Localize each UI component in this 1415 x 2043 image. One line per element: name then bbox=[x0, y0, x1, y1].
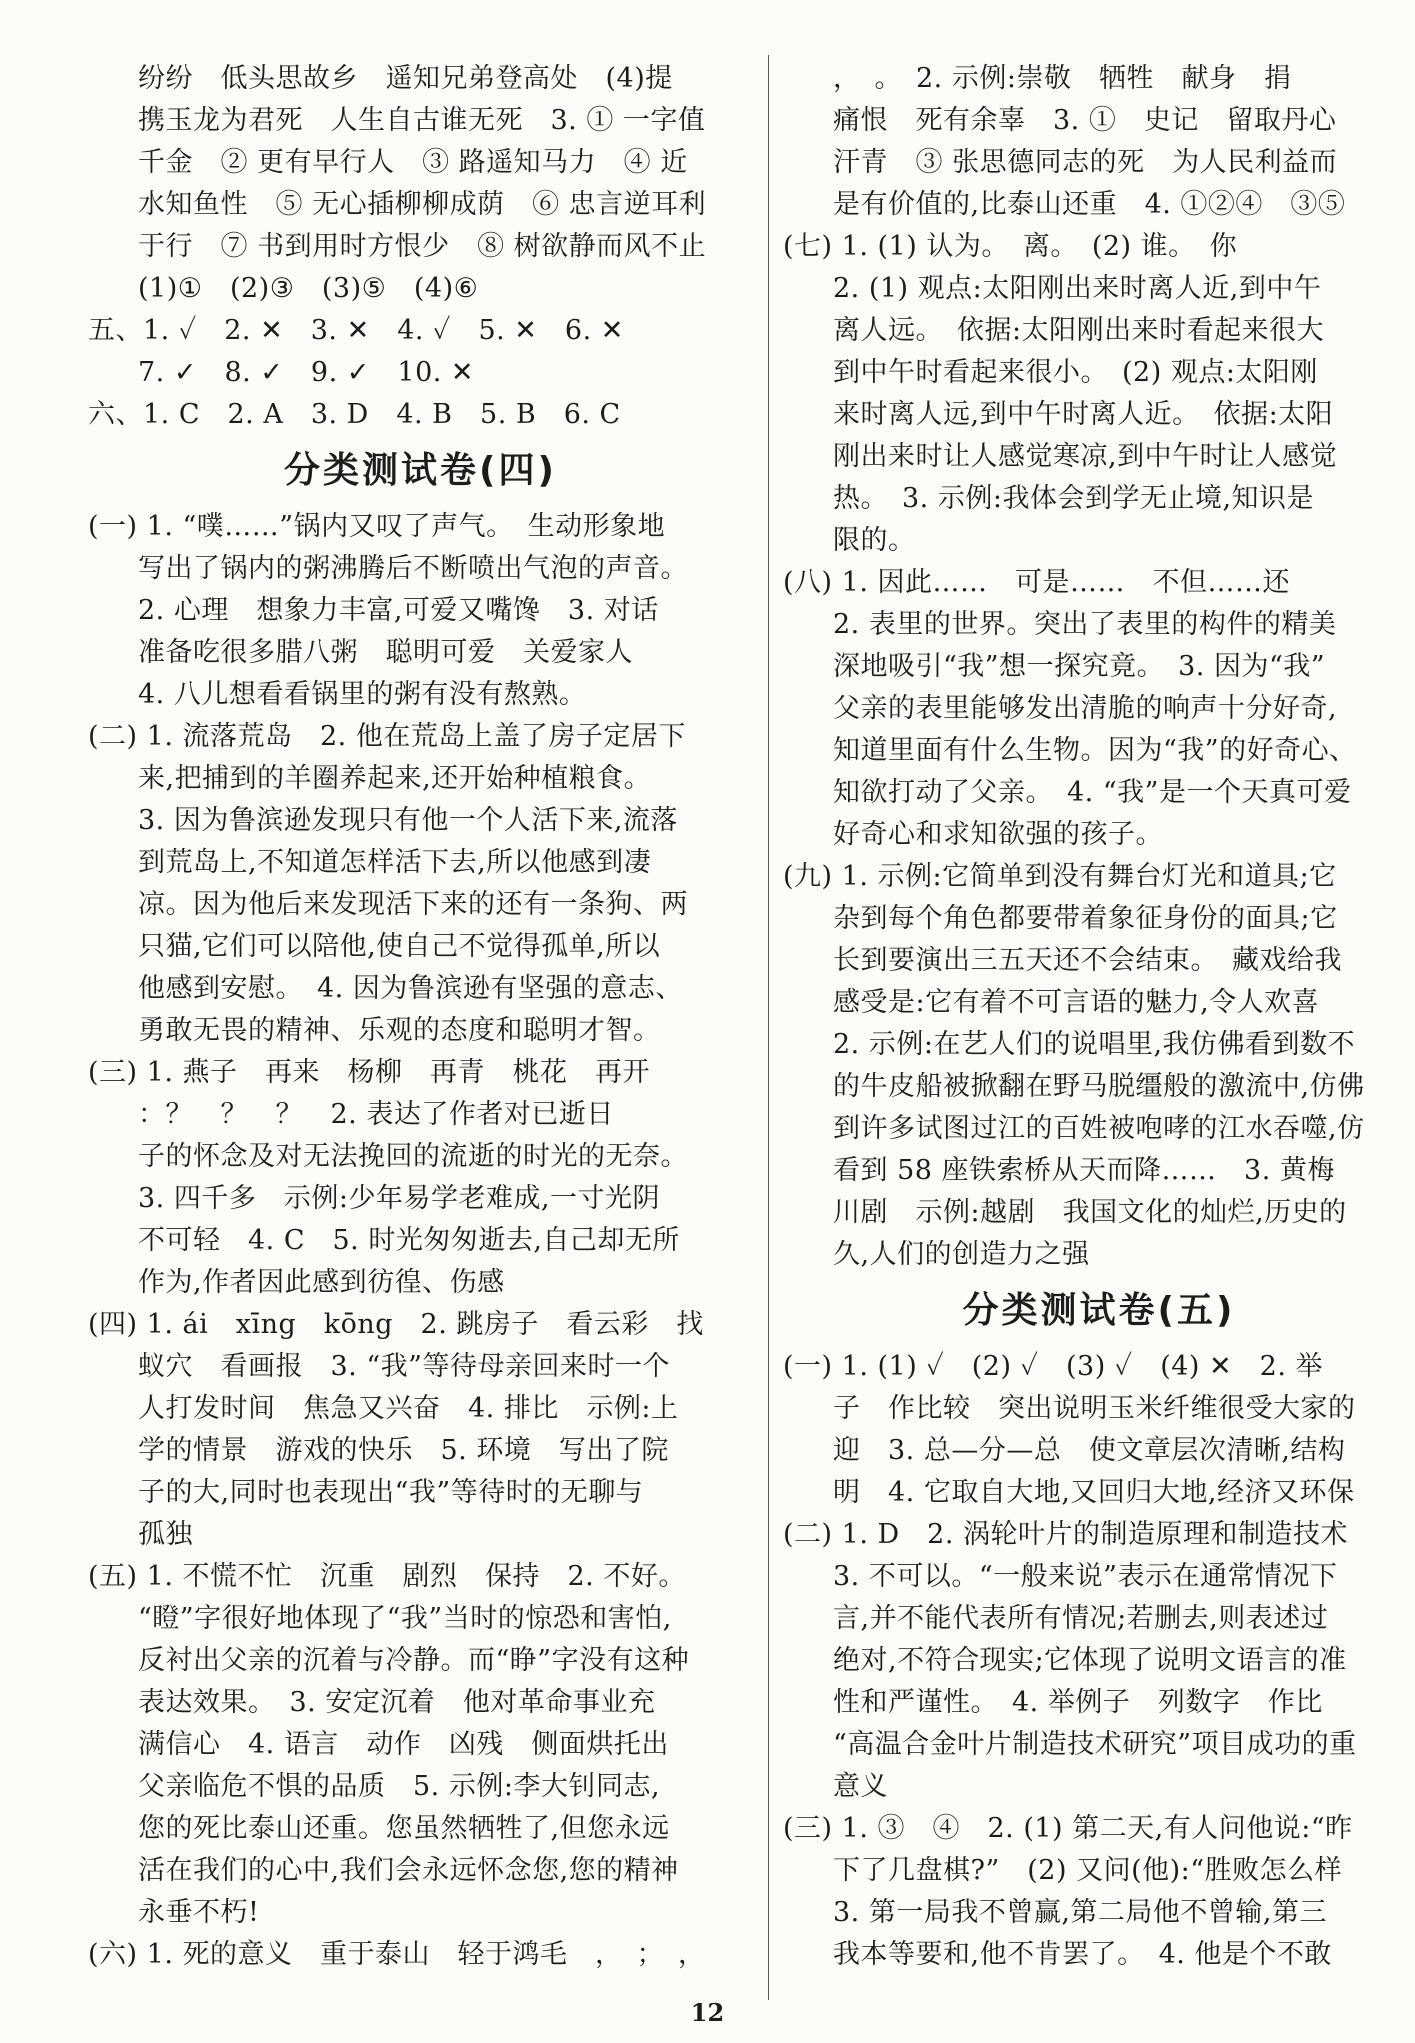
text-line: 3. 不可以。“一般来说”表示在通常情况下 bbox=[833, 1561, 1338, 1592]
text-line: 子的怀念及对无法挽回的流逝的时光的无奈。 bbox=[138, 1141, 688, 1172]
text-line: (七) 1. (1) 认为。 离。 (2) 谁。 你 bbox=[783, 231, 1238, 262]
text-line: 准备吃很多腊八粥 聪明可爱 关爱家人 bbox=[138, 637, 633, 668]
text-line: 明 4. 它取自大地,又回归大地,经济又环保 bbox=[833, 1477, 1355, 1508]
page-number: 12 bbox=[690, 1998, 725, 2027]
text-line: 言,并不能代表所有情况;若删去,则表述过 bbox=[833, 1603, 1329, 1634]
text-line: 限的。 bbox=[833, 525, 916, 556]
left-answers-top bbox=[88, 58, 753, 436]
text-line: 千金 ② 更有早行人 ③ 路遥知马力 ④ 近 bbox=[138, 147, 688, 178]
text-line: 子的大,同时也表现出“我”等待时的无聊与 bbox=[138, 1477, 644, 1508]
text-line: 来时离人远,到中午时离人近。 依据:太阳 bbox=[833, 399, 1334, 430]
text-line: 2. 心理 想象力丰富,可爱又嘴馋 3. 对话 bbox=[138, 595, 659, 626]
text-line: 刚出来时让人感觉寒凉,到中午时让人感觉 bbox=[833, 441, 1338, 472]
section-heading-5: 分类测试卷(五) bbox=[962, 1290, 1236, 1331]
text-line: 看到 58 座铁索桥从天而降…… 3. 黄梅 bbox=[833, 1155, 1335, 1186]
text-line: 好奇心和求知欲强的孩子。 bbox=[833, 819, 1163, 850]
left-column bbox=[88, 58, 753, 1976]
text-line: 意义 bbox=[833, 1771, 888, 1802]
text-line: 是有价值的,比泰山还重 4. ①②④ ③⑤ bbox=[833, 189, 1346, 220]
text-line: (三) 1. 燕子 再来 杨柳 再青 桃花 再开 bbox=[88, 1057, 650, 1088]
text-line: 写出了锅内的粥沸腾后不断喷出气泡的声音。 bbox=[138, 553, 688, 584]
text-line: 不可轻 4. C 5. 时光匆匆逝去,自己却无所 bbox=[138, 1225, 680, 1256]
text-line: 凉。因为他后来发现活下来的还有一条狗、两 bbox=[138, 889, 688, 920]
text-line: 深地吸引“我”想一探究竟。 3. 因为“我” bbox=[833, 651, 1326, 682]
text-line: 离人远。 依据:太阳刚出来时看起来很大 bbox=[833, 315, 1325, 346]
text-line: 7. ✓ 8. ✓ 9. ✓ 10. ✕ bbox=[138, 357, 475, 388]
text-line: (一) 1. (1) ✓ (2) ✓ (3) ✓ (4) ✕ 2. 举 bbox=[783, 1351, 1324, 1382]
text-line: (二) 1. D 2. 涡轮叶片的制造原理和制造技术 bbox=[783, 1519, 1348, 1550]
right-answers-top bbox=[783, 58, 1415, 1276]
text-line: 长到要演出三五天还不会结束。 藏戏给我 bbox=[833, 945, 1342, 976]
text-line: 父亲的表里能够发出清脆的响声十分好奇, bbox=[833, 693, 1338, 724]
text-line: 2. 表里的世界。突出了表里的构件的精美 bbox=[833, 609, 1337, 640]
text-line: 他感到安慰。 4. 因为鲁滨逊有坚强的意志、 bbox=[138, 973, 683, 1004]
text-line: 永垂不朽! bbox=[138, 1897, 260, 1928]
right-answers-bottom bbox=[783, 1346, 1415, 1976]
text-line: 2. (1) 观点:太阳刚出来时离人近,到中午 bbox=[833, 273, 1322, 304]
text-line: 我本等要和,他不肯罢了。 4. 他是个不敢 bbox=[833, 1939, 1332, 1970]
text-line: 川剧 示例:越剧 我国文化的灿烂,历史的 bbox=[833, 1197, 1347, 1228]
text-line: 五、1. ✓ 2. ✕ 3. ✕ 4. ✓ 5. ✕ 6. ✕ bbox=[88, 315, 624, 346]
text-line: 3. 第一局我不曾赢,第二局他不曾输,第三 bbox=[833, 1897, 1328, 1928]
text-line: 作为,作者因此感到彷徨、伤感 bbox=[138, 1267, 505, 1298]
text-line: 到许多试图过江的百姓被咆哮的江水吞噬,仿 bbox=[833, 1113, 1365, 1144]
text-line: (六) 1. 死的意义 重于泰山 轻于鸿毛 ， ； ， bbox=[88, 1939, 706, 1970]
text-line: 纷纷 低头思故乡 遥知兄弟登高处 (4)提 bbox=[138, 63, 673, 94]
text-line: 痛恨 死有余辜 3. ① 史记 留取丹心 bbox=[833, 105, 1337, 136]
text-line: 迎 3. 总—分—总 使文章层次清晰,结构 bbox=[833, 1435, 1346, 1466]
text-line: 到荒岛上,不知道怎样活下去,所以他感到凄 bbox=[138, 847, 652, 878]
text-line: 子 作比较 突出说明玉米纤维很受大家的 bbox=[833, 1393, 1356, 1424]
text-line: (三) 1. ③ ④ 2. (1) 第二天,有人问他说:“昨 bbox=[783, 1813, 1353, 1844]
text-line: 来,把捕到的羊圈养起来,还开始种植粮食。 bbox=[138, 763, 652, 794]
text-line: 热。 3. 示例:我体会到学无止境,知识是 bbox=[833, 483, 1315, 514]
text-line: 学的情景 游戏的快乐 5. 环境 写出了院 bbox=[138, 1435, 669, 1466]
text-line: 携玉龙为君死 人生自古谁无死 3. ① 一字值 bbox=[138, 105, 706, 136]
left-answers-bottom bbox=[88, 506, 753, 1976]
text-line: (1)① (2)③ (3)⑤ (4)⑥ bbox=[138, 273, 479, 304]
text-line: (二) 1. 流落荒岛 2. 他在荒岛上盖了房子定居下 bbox=[88, 721, 686, 752]
text-line: 3. 因为鲁滨逊发现只有他一个人活下来,流落 bbox=[138, 805, 678, 836]
text-line: 父亲临危不惧的品质 5. 示例:李大钊同志, bbox=[138, 1771, 661, 1802]
text-line: 蚁穴 看画报 3. “我”等待母亲回来时一个 bbox=[138, 1351, 670, 1382]
text-line: “瞪”字很好地体现了“我”当时的惊恐和害怕, bbox=[138, 1603, 672, 1634]
section-heading-4: 分类测试卷(四) bbox=[284, 450, 557, 491]
text-line: 3. 四千多 示例:少年易学老难成,一寸光阴 bbox=[138, 1183, 661, 1214]
text-line: 到中午时看起来很小。 (2) 观点:太阳刚 bbox=[833, 357, 1318, 388]
text-line: (八) 1. 因此…… 可是…… 不但……还 bbox=[783, 567, 1290, 598]
text-line: 六、1. C 2. A 3. D 4. B 5. B 6. C bbox=[88, 399, 621, 430]
text-line: 感受是:它有着不可言语的魅力,令人欢喜 bbox=[833, 987, 1320, 1018]
text-line: 表达效果。 3. 安定沉着 他对革命事业充 bbox=[138, 1687, 656, 1718]
text-line: 知欲打动了父亲。 4. “我”是一个天真可爱 bbox=[833, 777, 1352, 808]
text-line: (四) 1. ái xīng kōng 2. 跳房子 看云彩 找 bbox=[88, 1309, 704, 1340]
right-column bbox=[783, 58, 1415, 1976]
text-line: “高温合金叶片制造技术研究”项目成功的重 bbox=[833, 1729, 1357, 1760]
text-line: 久,人们的创造力之强 bbox=[833, 1239, 1090, 1270]
text-line: 孤独 bbox=[138, 1519, 193, 1550]
text-line: ：？ ？ ？ 2. 表达了作者对已逝日 bbox=[138, 1099, 614, 1130]
text-line: ， 。 2. 示例:崇敬 牺牲 献身 捐 bbox=[833, 63, 1292, 94]
text-line: 知道里面有什么生物。因为“我”的好奇心、 bbox=[833, 735, 1357, 766]
text-line: 杂到每个角色都要带着象征身份的面具;它 bbox=[833, 903, 1338, 934]
text-line: 水知鱼性 ⑤ 无心插柳柳成荫 ⑥ 忠言逆耳利 bbox=[138, 189, 707, 220]
text-line: 勇敢无畏的精神、乐观的态度和聪明才智。 bbox=[138, 1015, 661, 1046]
column-divider bbox=[768, 55, 769, 2000]
text-line: (一) 1. “噗……”锅内又叹了声气。 生动形象地 bbox=[88, 511, 666, 542]
text-line: 您的死比泰山还重。您虽然牺牲了,但您永远 bbox=[138, 1813, 670, 1844]
text-line: 绝对,不符合现实;它体现了说明文语言的准 bbox=[833, 1645, 1347, 1676]
text-line: (九) 1. 示例:它简单到没有舞台灯光和道具;它 bbox=[783, 861, 1337, 892]
text-line: 汗青 ③ 张思德同志的死 为人民利益而 bbox=[833, 147, 1338, 178]
text-line: 下了几盘棋?” (2) 又问(他):“胜败怎么样 bbox=[833, 1855, 1343, 1886]
text-line: 满信心 4. 语言 动作 凶残 侧面烘托出 bbox=[138, 1729, 669, 1760]
text-line: 人打发时间 焦急又兴奋 4. 排比 示例:上 bbox=[138, 1393, 679, 1424]
text-line: 2. 示例:在艺人们的说唱里,我仿佛看到数不 bbox=[833, 1029, 1356, 1060]
text-line: 的牛皮船被掀翻在野马脱缰般的激流中,仿佛 bbox=[833, 1071, 1365, 1102]
text-line: (五) 1. 不慌不忙 沉重 剧烈 保持 2. 不好。 bbox=[88, 1561, 686, 1592]
text-line: 性和严谨性。 4. 举例子 列数字 作比 bbox=[833, 1687, 1323, 1718]
text-line: 于行 ⑦ 书到用时方恨少 ⑧ 树欲静而风不止 bbox=[138, 231, 707, 262]
text-line: 4. 八儿想看看锅里的粥有没有熬熟。 bbox=[138, 679, 587, 710]
text-line: 反衬出父亲的沉着与冷静。而“睁”字没有这种 bbox=[138, 1645, 690, 1676]
text-line: 只猫,它们可以陪他,使自己不觉得孤单,所以 bbox=[138, 931, 661, 962]
text-line: 活在我们的心中,我们会永远怀念您,您的精神 bbox=[138, 1855, 679, 1886]
